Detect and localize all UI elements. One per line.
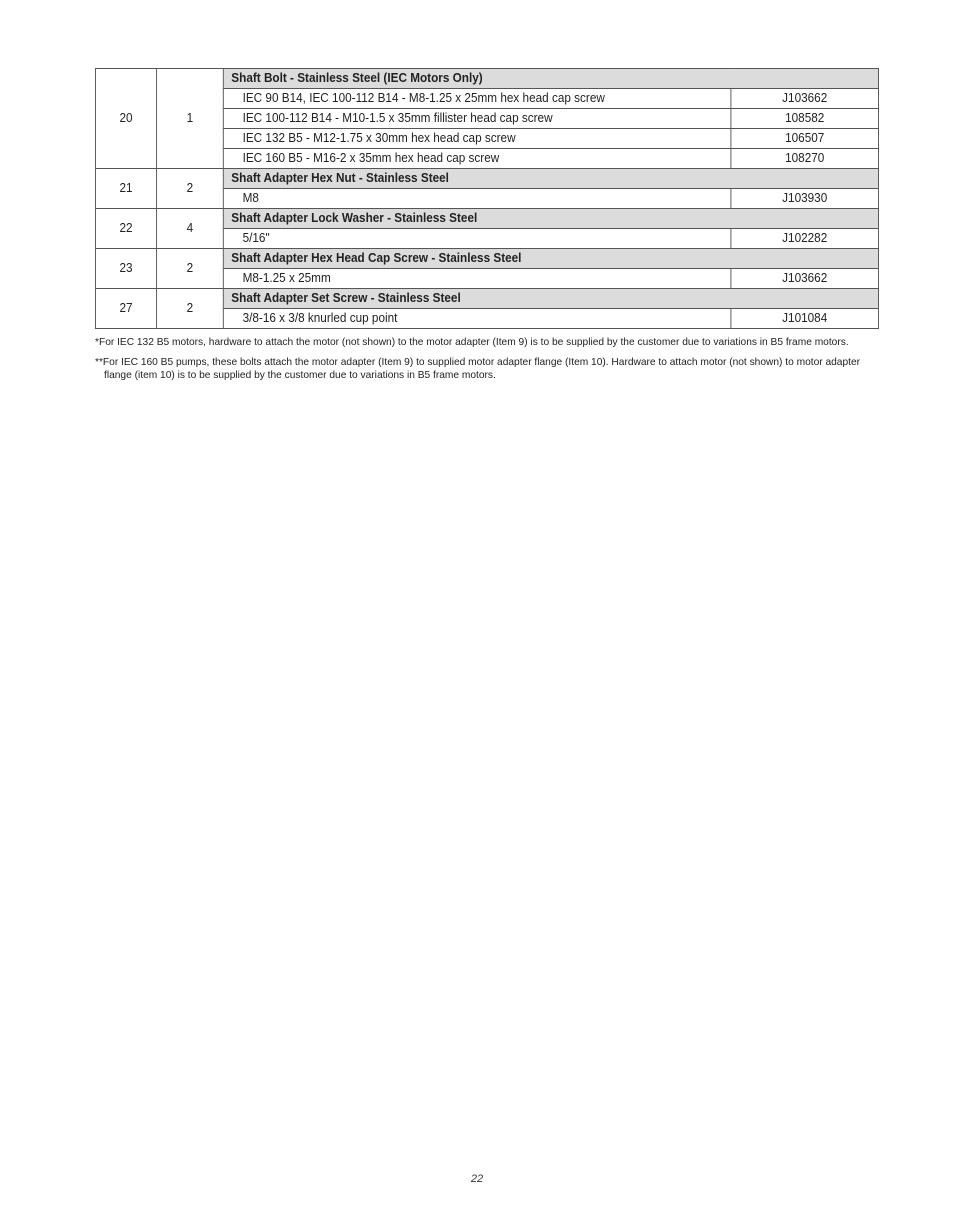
part-description: 5/16" [223,229,731,249]
part-description: M8-1.25 x 25mm [223,269,731,289]
item-number: 20 [95,69,156,169]
footnote-iec-160 [95,356,895,383]
quantity: 2 [157,169,224,209]
item-number: 23 [95,249,156,289]
part-description: M8 [223,189,731,209]
table-row [95,289,878,309]
group-header: Shaft Adapter Lock Washer - Stainless Steel [223,209,878,229]
footnote-iec-160-line2: flange (item 10) is to be supplied by the customer due to variations in B5 frame motors. [104,370,496,381]
table-row [95,209,878,229]
table-row [95,69,878,89]
table-row [95,249,878,269]
part-number: J103662 [731,89,879,109]
part-number: J102282 [731,229,879,249]
part-description: IEC 132 B5 - M12-1.75 x 30mm hex head cap screw [223,129,731,149]
item-number: 21 [95,169,156,209]
part-number: J101084 [731,309,879,329]
table-row [95,169,878,189]
part-number: 108270 [731,149,879,169]
part-description: IEC 90 B14, IEC 100-112 B14 - M8-1.25 x 25mm hex head cap screw [223,89,731,109]
quantity: 1 [157,69,224,169]
part-number: J103662 [731,269,879,289]
part-number: 108582 [731,109,879,129]
group-header: Shaft Adapter Hex Head Cap Screw - Stainless Steel [223,249,878,269]
footnote-iec-160-line1: **For IEC 160 B5 pumps, these bolts attach the motor adapter (Item 9) to supplied motor adapter flange (Item 10). Hardware to attach motor (not shown) to motor adapter [95,356,861,368]
footnotes [95,336,895,389]
part-description: IEC 100-112 B14 - M10-1.5 x 35mm fillister head cap screw [223,109,731,129]
part-description: IEC 160 B5 - M16-2 x 35mm hex head cap screw [223,149,731,169]
page-number: 22 [470,1173,484,1185]
item-number: 27 [95,289,156,329]
part-number: 106507 [731,129,879,149]
footnote-iec-132: *For IEC 132 B5 motors, hardware to attach the motor (not shown) to the motor adapter (Item 9) is to be supplied by the customer due to variations in B5 frame motors. [95,337,849,348]
quantity: 2 [157,249,224,289]
part-number: J103930 [731,189,879,209]
part-description: 3/8-16 x 3/8 knurled cup point [223,309,731,329]
group-header: Shaft Adapter Hex Nut - Stainless Steel [223,169,878,189]
group-header: Shaft Bolt - Stainless Steel (IEC Motors Only) [223,69,878,89]
group-header: Shaft Adapter Set Screw - Stainless Steel [223,289,878,309]
parts-table [95,68,879,329]
quantity: 2 [157,289,224,329]
quantity: 4 [157,209,224,249]
item-number: 22 [95,209,156,249]
